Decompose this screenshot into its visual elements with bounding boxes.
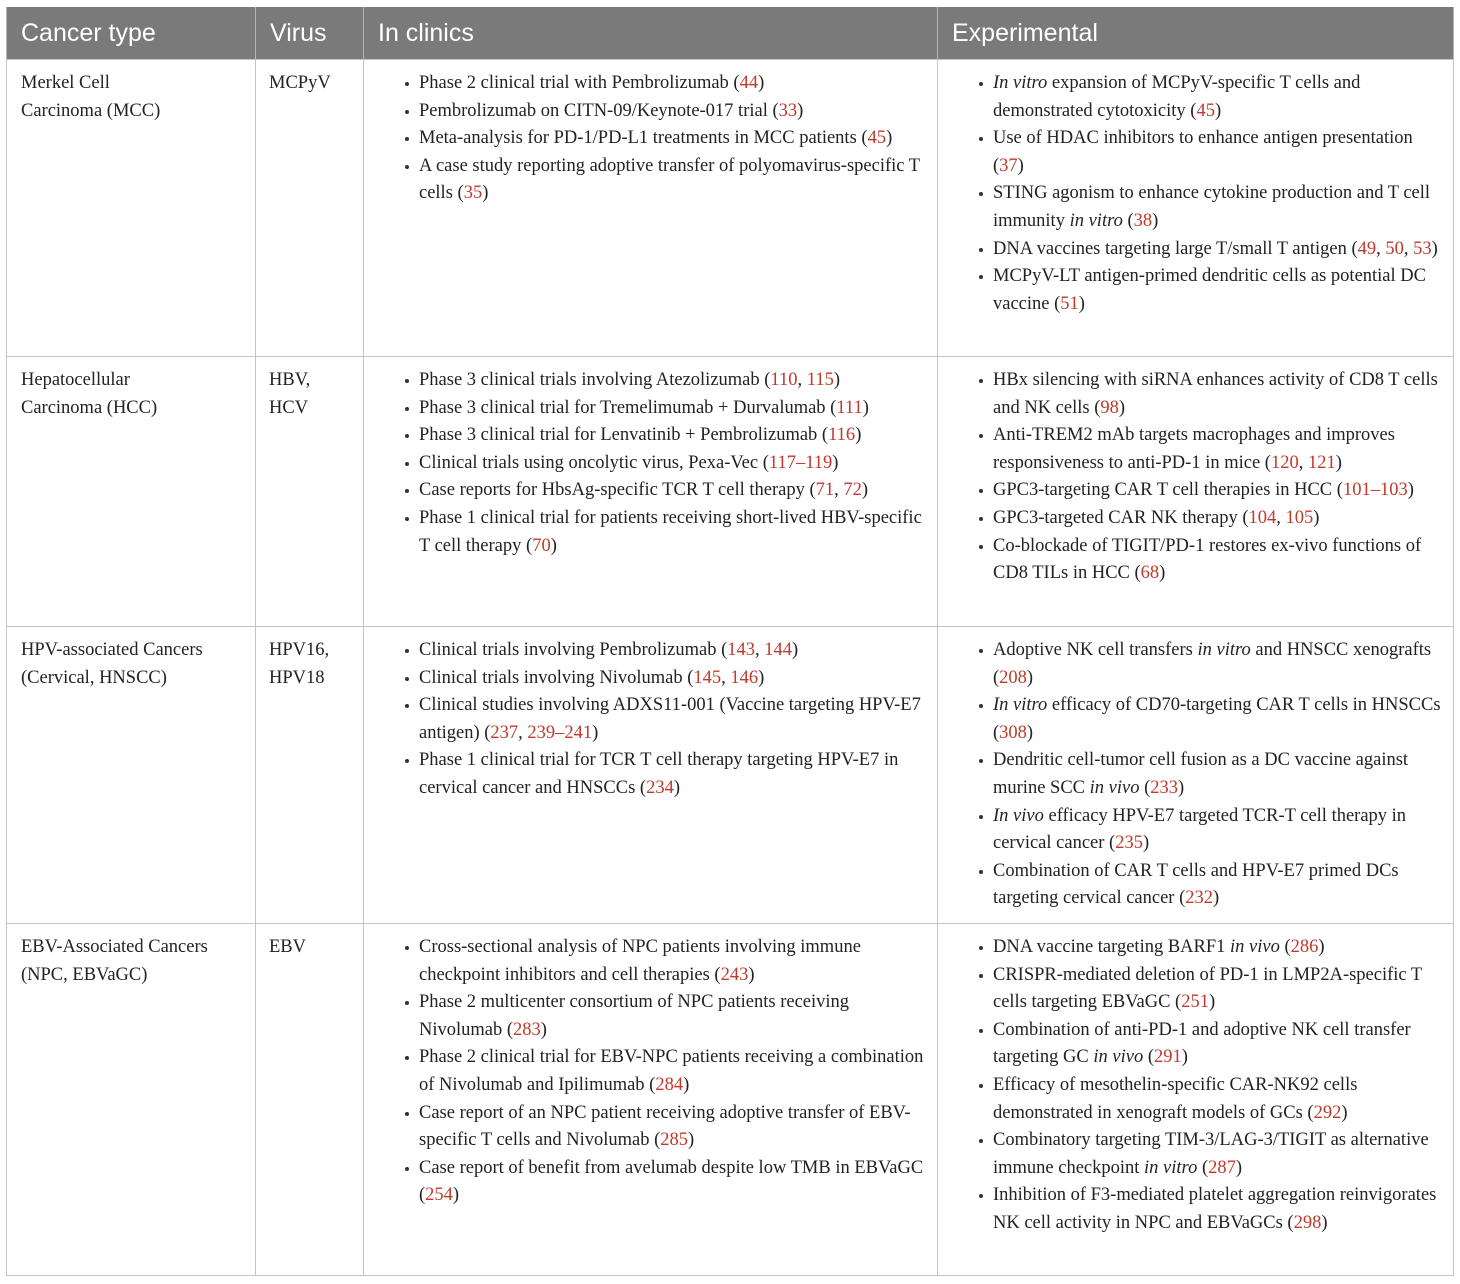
experimental-cell — [938, 627, 1454, 924]
item-text: ) — [1178, 777, 1185, 798]
reference-link[interactable]: 287 — [1208, 1157, 1236, 1178]
item-text: Anti-TREM2 mAb targets macrophages and improves responsiveness to anti-PD-1 in mice ( — [993, 425, 1395, 473]
item-text: ) — [1208, 992, 1216, 1013]
item-text: ) — [482, 183, 489, 204]
item-text: ) — [1213, 888, 1220, 909]
cancer-type-cell — [7, 357, 256, 627]
reference-link[interactable]: 208 — [999, 667, 1027, 688]
table-row — [7, 60, 1454, 357]
reference-link[interactable]: 120 — [1270, 452, 1299, 473]
item-text: efficacy of CD70-targeting CAR T cells in HNSCCs ( — [993, 695, 1441, 743]
item-text: Clinical trials involving Pembrolizumab ( — [419, 640, 728, 660]
item-text: ) — [1341, 1102, 1348, 1123]
reference-link[interactable]: 234 — [646, 777, 674, 798]
item-text: HBx silencing with siRNA enhances activity of CD8 T cells and NK cells ( — [993, 370, 1438, 418]
reference-link[interactable]: 105 — [1285, 507, 1314, 528]
item-text: ) — [673, 777, 680, 798]
cancer-type-line: (NPC, EBVaGC) — [21, 964, 148, 985]
reference-link[interactable]: 53 — [1413, 238, 1432, 259]
item-text: ) — [1321, 1212, 1328, 1233]
item-text: , — [1276, 507, 1286, 528]
list-item — [979, 422, 1443, 477]
clinics-list — [378, 70, 927, 208]
item-text: ) — [832, 452, 839, 473]
item-text: Phase 2 clinical trial for EBV-NPC patients receiving a combination of Nivolumab and Ipilimumab ( — [419, 1047, 924, 1095]
list-item — [405, 747, 927, 802]
reference-link[interactable]: 144 — [764, 640, 793, 660]
item-text: GPC3-targeting CAR T cell therapies in HCC ( — [993, 480, 1343, 501]
item-text: ) — [748, 964, 755, 985]
list-item — [979, 125, 1443, 180]
reference-link[interactable]: 71 — [815, 480, 835, 501]
item-text: ) — [1026, 722, 1034, 743]
item-text: Case report of an NPC patient receiving adoptive transfer of EBV-specific T cells and Nivolumab ( — [419, 1102, 911, 1151]
list-item — [979, 180, 1443, 235]
table-row — [7, 627, 1454, 924]
list-item — [405, 422, 927, 450]
cancer-type-line: Carcinoma (MCC) — [21, 100, 161, 121]
item-text: ) — [833, 370, 840, 390]
clinics-list — [378, 934, 927, 1210]
cancer-type-line: (Cervical, HNSCC) — [21, 667, 167, 688]
reference-link[interactable]: 50 — [1385, 238, 1404, 259]
item-text: Clinical studies involving ADXS11-001 (Vaccine targeting HPV-E7 antigen) ( — [419, 695, 921, 743]
reference-link[interactable]: 49 — [1357, 238, 1377, 259]
reference-link[interactable]: 37 — [999, 155, 1018, 176]
item-text: ( — [1279, 937, 1291, 957]
list-item — [979, 477, 1443, 505]
list-item — [405, 477, 927, 505]
experimental-cell — [938, 60, 1454, 357]
reference-link[interactable]: 45 — [1196, 100, 1215, 121]
reference-link[interactable]: 68 — [1140, 563, 1160, 584]
item-text: , — [1403, 238, 1414, 259]
reference-link[interactable]: 35 — [463, 183, 483, 204]
list-item — [405, 367, 927, 395]
item-text: Combinatory targeting TIM-3/LAG-3/TIGIT as alternative immune checkpoint — [993, 1130, 1429, 1178]
item-text: Phase 2 clinical trial with Pembrolizumab ( — [419, 73, 740, 93]
item-text: DNA vaccines targeting large T/small T antigen ( — [993, 238, 1358, 259]
item-text: , — [797, 370, 807, 390]
item-text: Clinical trials involving Nivolumab ( — [419, 667, 694, 688]
item-text: ) — [1026, 667, 1034, 688]
list-item — [979, 70, 1443, 125]
item-text: ) — [797, 100, 804, 121]
reference-link[interactable]: 117–119 — [768, 452, 833, 473]
item-text: ) — [1407, 480, 1414, 501]
reference-link[interactable]: 254 — [425, 1185, 453, 1206]
item-text: ) — [688, 1130, 695, 1151]
list-item — [405, 665, 927, 693]
reference-link[interactable]: 233 — [1150, 777, 1178, 798]
item-text: Clinical trials using oncolytic virus, Pexa-Vec ( — [419, 452, 769, 473]
virus-line: HCV — [269, 397, 309, 418]
item-text: ) — [1159, 563, 1166, 584]
item-text: ( — [1197, 1157, 1209, 1178]
virus-line: HPV18 — [269, 667, 325, 688]
experimental-list — [952, 637, 1443, 913]
item-text: Phase 3 clinical trials involving Atezolizumab ( — [419, 370, 771, 390]
list-item — [979, 367, 1443, 422]
reference-link[interactable]: 143 — [727, 640, 756, 660]
list-item — [405, 1044, 927, 1099]
reference-link[interactable]: 291 — [1154, 1047, 1182, 1068]
virus-cell — [256, 357, 364, 627]
italic-text: In vitro — [993, 73, 1048, 93]
item-text: , — [1376, 238, 1386, 259]
list-item — [405, 637, 927, 665]
virus-line: MCPyV — [269, 73, 331, 93]
reference-link[interactable]: 70 — [532, 535, 551, 556]
list-item — [979, 1072, 1443, 1127]
virus-cell — [256, 60, 364, 357]
italic-text: in vivo — [1093, 1047, 1144, 1068]
item-text: Combination of anti-PD-1 and adoptive NK cell transfer targeting GC — [993, 1019, 1411, 1068]
item-text: Case reports for HbsAg-specific TCR T cell therapy ( — [419, 480, 816, 501]
item-text: ( — [1122, 210, 1134, 231]
item-text: ) — [1214, 100, 1222, 121]
cancer-type-line: Merkel Cell — [21, 73, 110, 93]
experimental-list — [952, 367, 1443, 588]
item-text: efficacy HPV-E7 targeted TCR-T cell therapy in cervical cancer ( — [993, 805, 1407, 854]
italic-text: In vitro — [993, 695, 1048, 716]
item-text: Inhibition of F3-mediated platelet aggregation reinvigorates NK cell activity in NPC and EBVaGCs ( — [993, 1185, 1437, 1233]
reference-link[interactable]: 145 — [693, 667, 722, 688]
item-text: ) — [1078, 293, 1085, 314]
reference-link[interactable]: 104 — [1248, 507, 1277, 528]
cancer-type-line: HPV-associated Cancers — [21, 640, 203, 660]
item-text: , — [834, 480, 844, 501]
item-text: Efficacy of mesothelin-specific CAR-NK92 cells demonstrated in xenograft models of GCs ( — [993, 1074, 1358, 1123]
reference-link[interactable]: 45 — [867, 128, 887, 149]
reference-link[interactable]: 121 — [1307, 452, 1336, 473]
item-text: ) — [452, 1185, 460, 1206]
reference-link[interactable]: 44 — [739, 73, 759, 93]
reference-link[interactable]: 239–241 — [527, 722, 593, 743]
list-item — [979, 803, 1443, 858]
cancer-type-cell — [7, 627, 256, 924]
list-item — [405, 125, 927, 153]
reference-link[interactable]: 298 — [1293, 1212, 1322, 1233]
list-item — [405, 153, 927, 208]
virus-line: HBV, — [269, 370, 311, 390]
item-text: DNA vaccine targeting BARF1 — [993, 937, 1231, 957]
item-text: , — [721, 667, 731, 688]
reference-link[interactable]: 111 — [836, 397, 863, 418]
cancer-type-line: EBV-Associated Cancers — [21, 937, 208, 957]
header-cancer-type: Cancer type — [7, 7, 256, 60]
item-text: Case report of benefit from avelumab despite low TMB in EBVaGC ( — [419, 1157, 924, 1206]
item-text: ) — [1335, 452, 1342, 473]
list-item — [405, 989, 927, 1044]
item-text: STING agonism to enhance cytokine production and T cell immunity — [993, 183, 1431, 231]
list-item — [979, 747, 1443, 802]
cancer-type-line: Carcinoma (HCC) — [21, 397, 158, 418]
reference-link[interactable]: 232 — [1185, 888, 1213, 909]
cancer-type-cell — [7, 60, 256, 357]
virus-cell — [256, 924, 364, 1276]
list-item — [979, 1182, 1443, 1237]
reference-link[interactable]: 308 — [999, 722, 1027, 743]
reference-link[interactable]: 243 — [720, 964, 749, 985]
item-text: ) — [550, 535, 557, 556]
reference-link[interactable]: 72 — [843, 480, 862, 501]
item-text: ) — [683, 1074, 690, 1095]
reference-link[interactable]: 146 — [730, 667, 759, 688]
item-text: ) — [1313, 507, 1320, 528]
clinics-list — [378, 367, 927, 560]
in-clinics-cell — [364, 357, 938, 627]
therapy-table — [6, 7, 1454, 1276]
in-clinics-cell — [364, 60, 938, 357]
experimental-list — [952, 934, 1443, 1238]
reference-link[interactable]: 283 — [513, 1019, 541, 1040]
italic-text: In vivo — [993, 805, 1044, 826]
list-item — [405, 505, 927, 560]
cancer-type-cell — [7, 924, 256, 1276]
experimental-list — [952, 70, 1443, 318]
list-item — [405, 934, 927, 989]
italic-text: in vivo — [1230, 937, 1280, 957]
item-text: , — [755, 640, 765, 660]
item-text: ) — [886, 128, 893, 149]
item-text: CRISPR-mediated deletion of PD-1 in LMP2A-specific T cells targeting EBVaGC ( — [993, 964, 1422, 1013]
list-item — [405, 70, 927, 98]
italic-text: in vitro — [1144, 1157, 1198, 1178]
virus-line: EBV — [269, 937, 306, 957]
experimental-cell — [938, 924, 1454, 1276]
item-text: ) — [758, 667, 765, 688]
list-item — [405, 1155, 927, 1210]
reference-link[interactable]: 251 — [1181, 992, 1209, 1013]
item-text: Phase 3 clinical trial for Lenvatinib + Pembrolizumab ( — [419, 425, 829, 446]
header-experimental: Experimental — [938, 7, 1454, 60]
header-in-clinics: In clinics — [364, 7, 938, 60]
virus-line: HPV16, — [269, 640, 330, 660]
list-item — [979, 236, 1443, 264]
italic-text: in vitro — [1197, 640, 1251, 660]
reference-link[interactable]: 292 — [1313, 1102, 1342, 1123]
cancer-type-line: Hepatocellular — [21, 370, 130, 390]
list-item — [979, 637, 1443, 692]
item-text: expansion of MCPyV-specific T cells and demonstrated cytotoxicity ( — [993, 73, 1361, 121]
item-text: Phase 1 clinical trial for patients receiving short-lived HBV-specific T cell therapy ( — [419, 507, 922, 556]
list-item — [979, 962, 1443, 1017]
list-item — [979, 533, 1443, 588]
item-text: ) — [855, 425, 862, 446]
item-text: ) — [592, 722, 599, 743]
item-text: Cross-sectional analysis of NPC patients involving immune checkpoint inhibitors and cell therapies ( — [419, 937, 861, 985]
list-item — [405, 98, 927, 126]
item-text: , — [518, 722, 528, 743]
list-item — [979, 1017, 1443, 1072]
item-text: ) — [540, 1019, 547, 1040]
header-virus: Virus — [256, 7, 364, 60]
clinics-list — [378, 637, 927, 803]
item-text: GPC3-targeted CAR NK therapy ( — [993, 507, 1249, 528]
item-text: ) — [1142, 833, 1150, 854]
reference-link[interactable]: 38 — [1133, 210, 1153, 231]
list-item — [979, 692, 1443, 747]
item-text: ) — [758, 73, 765, 93]
reference-link[interactable]: 284 — [655, 1074, 684, 1095]
item-text: Combination of CAR T cells and HPV-E7 primed DCs targeting cervical cancer ( — [993, 860, 1399, 909]
item-text: Meta-analysis for PD-1/PD-L1 treatments in MCC patients ( — [419, 128, 868, 149]
item-text: Phase 2 multicenter consortium of NPC patients receiving Nivolumab ( — [419, 992, 850, 1040]
italic-text: in vitro — [1069, 210, 1123, 231]
experimental-cell — [938, 357, 1454, 627]
item-text: ) — [1118, 397, 1126, 418]
item-text: ) — [861, 480, 869, 501]
reference-link[interactable]: 115 — [806, 370, 834, 390]
item-text: Co-blockade of TIGIT/PD-1 restores ex-vivo functions of CD8 TILs in HCC ( — [993, 535, 1422, 584]
table-row — [7, 924, 1454, 1276]
list-item — [405, 1100, 927, 1155]
list-item — [405, 450, 927, 478]
list-item — [405, 692, 927, 747]
item-text: ) — [1017, 155, 1024, 176]
item-text: Use of HDAC inhibitors to enhance antigen presentation ( — [993, 128, 1413, 176]
list-item — [979, 263, 1443, 318]
in-clinics-cell — [364, 627, 938, 924]
table-row — [7, 357, 1454, 627]
item-text: ) — [862, 397, 869, 418]
item-text: MCPyV-LT antigen-primed dendritic cells as potential DC vaccine ( — [993, 266, 1426, 314]
reference-link[interactable]: 33 — [778, 100, 798, 121]
item-text: Pembrolizumab on CITN-09/Keynote-017 trial ( — [419, 100, 779, 121]
list-item — [405, 395, 927, 423]
item-text: ( — [1143, 1047, 1154, 1068]
reference-link[interactable]: 237 — [490, 722, 519, 743]
reference-link[interactable]: 51 — [1060, 293, 1079, 314]
reference-link[interactable]: 235 — [1115, 833, 1143, 854]
reference-link[interactable]: 98 — [1100, 397, 1119, 418]
item-text: ) — [1431, 238, 1438, 259]
reference-link[interactable]: 285 — [660, 1130, 689, 1151]
item-text: A case study reporting adoptive transfer of polyomavirus-specific T cells ( — [419, 155, 920, 204]
item-text: Adoptive NK cell transfers — [993, 640, 1198, 660]
item-text: ( — [1139, 777, 1151, 798]
item-text: ) — [792, 640, 799, 660]
list-item — [979, 934, 1443, 962]
item-text: ) — [1181, 1047, 1188, 1068]
item-text: Dendritic cell-tumor cell fusion as a DC vaccine against murine SCC — [993, 750, 1409, 798]
item-text: , — [1298, 452, 1308, 473]
italic-text: in vivo — [1089, 777, 1140, 798]
header-row — [7, 7, 1454, 60]
item-text: ) — [1318, 937, 1325, 957]
reference-link[interactable]: 286 — [1290, 937, 1319, 957]
list-item — [979, 858, 1443, 913]
reference-link[interactable]: 101–103 — [1342, 480, 1408, 501]
list-item — [979, 505, 1443, 533]
item-text: ) — [1235, 1157, 1243, 1178]
virus-cell — [256, 627, 364, 924]
item-text: and HNSCC xenografts ( — [993, 640, 1432, 688]
item-text: Phase 1 clinical trial for TCR T cell therapy targeting HPV-E7 in cervical cancer and HNSCCs ( — [419, 750, 899, 798]
list-item — [979, 1127, 1443, 1182]
item-text: ) — [1152, 210, 1159, 231]
reference-link[interactable]: 110 — [770, 370, 798, 390]
reference-link[interactable]: 116 — [828, 425, 856, 446]
item-text: Phase 3 clinical trial for Tremelimumab + Durvalumab ( — [419, 397, 837, 418]
in-clinics-cell — [364, 924, 938, 1276]
